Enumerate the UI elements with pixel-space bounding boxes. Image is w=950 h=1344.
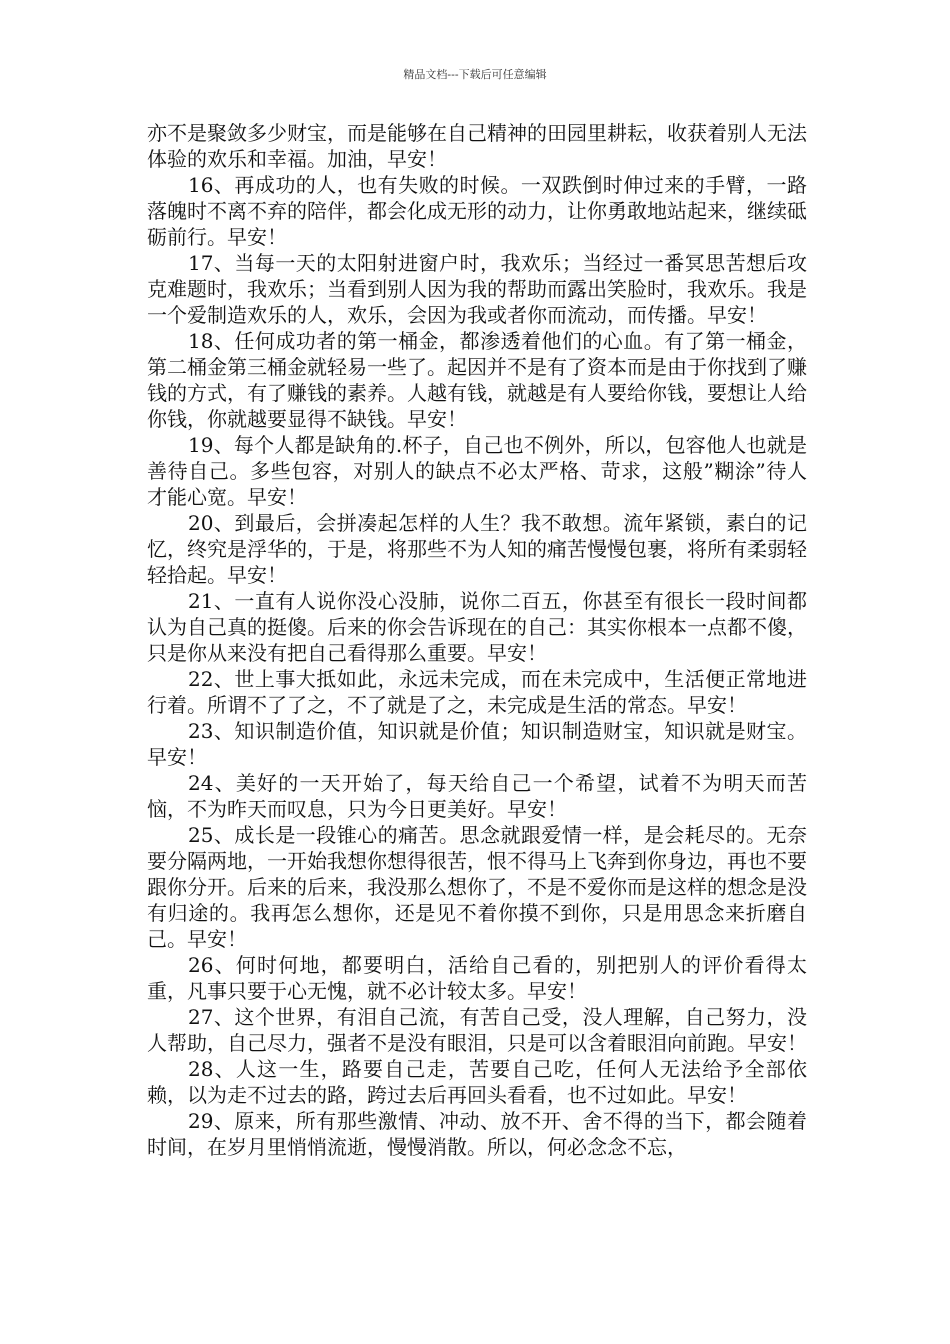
paragraph-18: 18、任何成功者的第一桶金，都渗透着他们的心血。有了第一桶金，第二桶金第三桶金就轻易一些了。起因并不是有了资本而是由于你找到了赚钱的方式，有了赚钱的素养。人越有钱，就越是有人要给你钱，要想让人给你钱，你就越要显得不缺钱。早安！ (147, 329, 807, 431)
paragraph-21: 21、一直有人说你没心没肺，说你二百五，你甚至有很长一段时间都认为自己真的挺傻。后来的你会告诉现在的自己：其实你根本一点都不傻，只是你从来没有把自己看得那么重要。早安！ (147, 589, 807, 665)
paragraph-17: 17、当每一天的太阳射进窗户时，我欢乐；当经过一番冥思苦想后攻克难题时，我欢乐；当看到别人因为我的帮助而露出笑脸时，我欢乐。我是一个爱制造欢乐的人，欢乐，会因为我或者你而流动，而传播。早安！ (147, 251, 807, 327)
paragraph-26: 26、何时何地，都要明白，活给自己看的，别把别人的评价看得太重，凡事只要于心无愧，就不必计较太多。早安！ (147, 953, 807, 1003)
paragraph-28: 28、人这一生，路要自己走，苦要自己吃，任何人无法给予全部依赖，以为走不过去的路，跨过去后再回头看看，也不过如此。早安！ (147, 1057, 807, 1107)
document-body (147, 120, 807, 1160)
paragraph-19: 19、每个人都是缺角的.杯子，自己也不例外，所以，包容他人也就是善待自己。多些包容，对别人的缺点不必太严格、苛求，这般”糊涂”待人才能心宽。早安！ (147, 433, 807, 509)
paragraph-24: 24、美好的一天开始了，每天给自己一个希望，试着不为明天而苦恼，不为昨天而叹息，只为今日更美好。早安！ (147, 771, 807, 821)
paragraph-16: 16、再成功的人，也有失败的时候。一双跌倒时伸过来的手臂，一路落魄时不离不弃的陪伴，都会化成无形的动力，让你勇敢地站起来，继续砥砺前行。早安！ (147, 173, 807, 249)
paragraph-29: 29、原来，所有那些激情、冲动、放不开、舍不得的当下，都会随着时间，在岁月里悄悄流逝，慢慢消散。所以，何必念念不忘， (147, 1109, 807, 1159)
paragraph-20: 20、到最后，会拼凑起怎样的人生？我不敢想。流年紧锁，素白的记忆，终究是浮华的，于是，将那些不为人知的痛苦慢慢包裹，将所有柔弱轻轻拾起。早安！ (147, 511, 807, 587)
paragraph-continuation: 亦不是聚敛多少财宝，而是能够在自己精神的田园里耕耘，收获着别人无法体验的欢乐和幸福。加油，早安！ (147, 121, 807, 171)
paragraph-23: 23、知识制造价值，知识就是价值；知识制造财宝，知识就是财宝。早安！ (147, 719, 807, 769)
paragraph-25: 25、成长是一段锥心的痛苦。思念就跟爱情一样，是会耗尽的。无奈要分隔两地，一开始我想你想得很苦，恨不得马上飞奔到你身边，再也不要跟你分开。后来的后来，我没那么想你了，不是不爱你而是这样的想念是没有归途的。我再怎么想你，还是见不着你摸不到你，只是用思念来折磨自己。早安！ (147, 823, 807, 951)
paragraph-27: 27、这个世界，有泪自己流，有苦自己受，没人理解，自己努力，没人帮助，自己尽力，强者不是没有眼泪，只是可以含着眼泪向前跑。早安！ (147, 1005, 807, 1055)
paragraph-22: 22、世上事大抵如此，永远未完成，而在未完成中，生活便正常地进行着。所谓不了了之，不了就是了之，未完成是生活的常态。早安！ (147, 667, 807, 717)
page-header: 精品文档---下载后可任意编辑 (403, 68, 547, 81)
